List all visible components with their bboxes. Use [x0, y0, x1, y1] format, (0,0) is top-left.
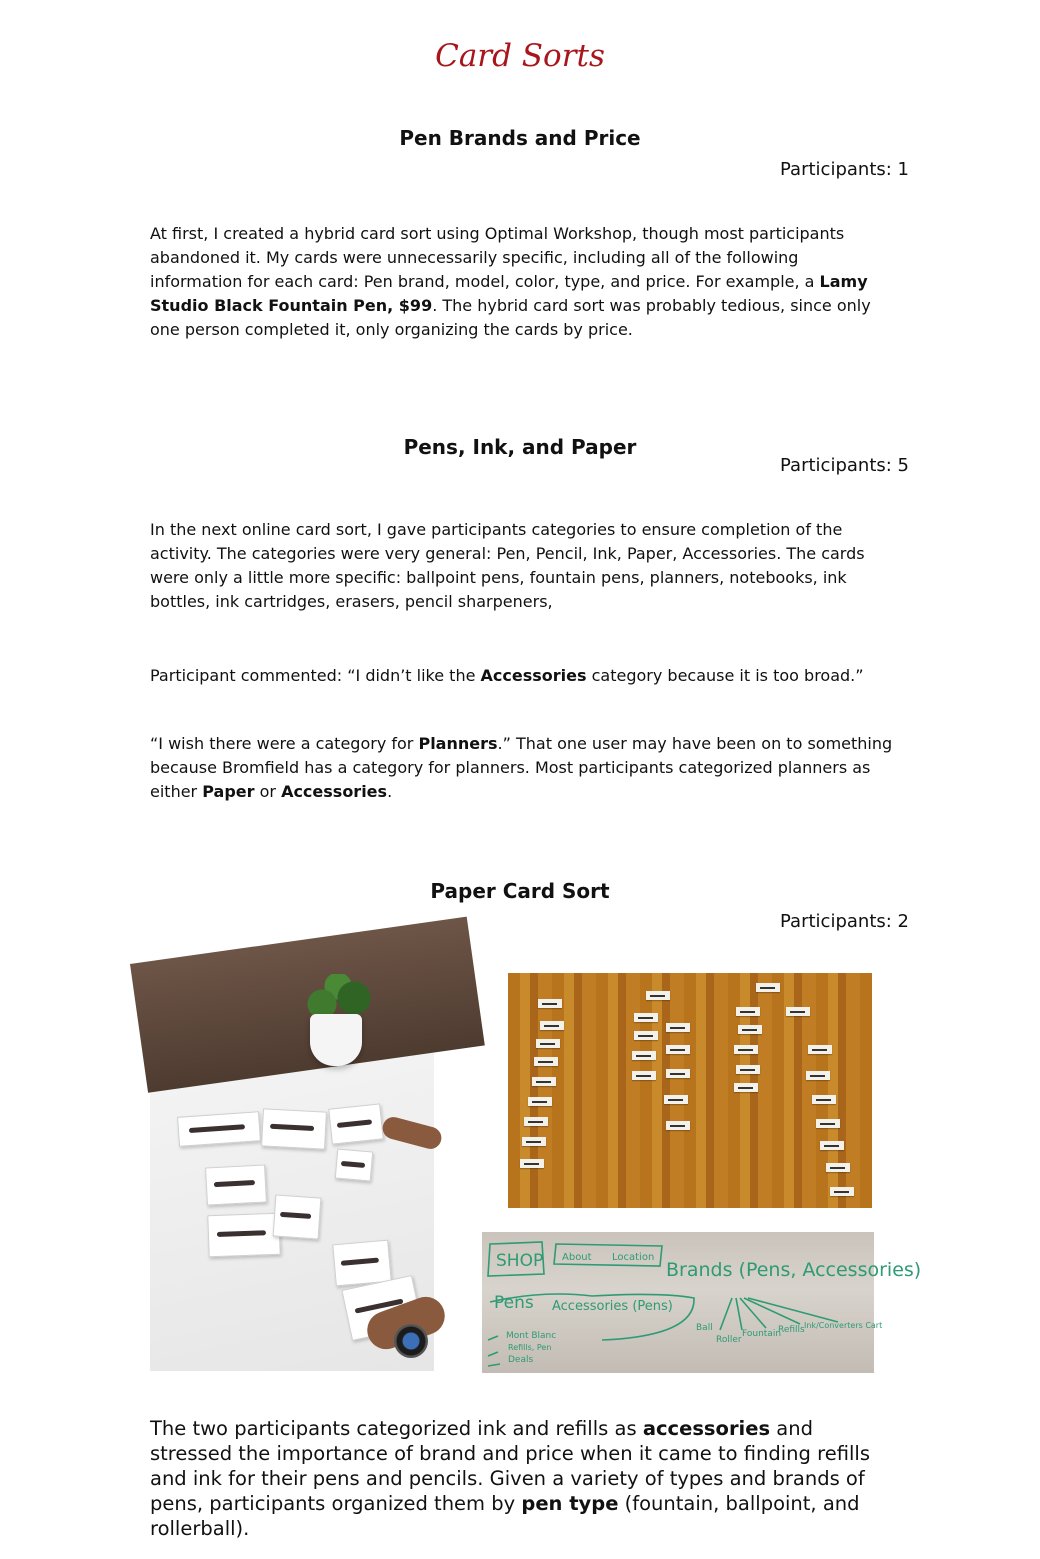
category-card	[786, 1007, 810, 1016]
bold-run: Planners	[418, 734, 498, 753]
text-run: .	[387, 782, 393, 801]
sort-card	[820, 1141, 844, 1150]
category-card	[756, 983, 780, 992]
hand	[380, 1115, 444, 1152]
whiteboard-bullet-1: Mont Blanc	[506, 1331, 557, 1341]
sort-card	[524, 1117, 548, 1126]
sort-card	[666, 1023, 690, 1032]
whiteboard-shop: SHOP	[496, 1251, 544, 1271]
marker-text	[494, 1251, 921, 1365]
sort-card	[332, 1240, 391, 1287]
bold-run: Paper	[202, 782, 255, 801]
text-run: .” That one user may have been on to something because Bromfield has a category for planners. Most participants categorized planners as either	[150, 734, 893, 801]
section-heading-pens-ink-paper: Pens, Ink, and Paper	[403, 435, 637, 459]
whiteboard-refills: Refills	[778, 1325, 805, 1335]
text-run: category because it is too broad.”	[586, 666, 864, 685]
whiteboard-accessories: Accessories (Pens)	[552, 1299, 673, 1314]
sort-card	[666, 1069, 690, 1078]
whiteboard-fountain: Fountain	[742, 1329, 782, 1339]
participants-count-2: Participants: 2	[780, 911, 909, 932]
sort-card	[634, 1031, 658, 1040]
whiteboard-pens: Pens	[494, 1293, 534, 1313]
whiteboard-bullet-3: Deals	[508, 1355, 534, 1365]
bullet-arrows	[488, 1336, 500, 1366]
sort-card	[520, 1159, 544, 1168]
text-run: (fountain, ballpoint, and rollerball).	[150, 1492, 860, 1540]
bold-run: Accessories	[281, 782, 388, 801]
sort-card	[736, 1007, 760, 1016]
sort-card	[816, 1119, 840, 1128]
whiteboard-ink: Ink/Converters Cart	[804, 1321, 883, 1330]
text-run: At first, I created a hybrid card sort using Optimal Workshop, though most participants abandoned it. My cards were unnecessarily specific, including all of the following information for each card: Pen brand, model, color, type, and price. For example, a	[150, 224, 845, 291]
text-run: or	[254, 782, 282, 801]
bold-run: Accessories	[480, 666, 587, 685]
sort-card	[666, 1121, 690, 1130]
sort-card	[261, 1108, 327, 1149]
sort-card	[540, 1021, 564, 1030]
whiteboard-about: About	[562, 1252, 592, 1263]
sort-card	[536, 1039, 560, 1048]
sort-card	[207, 1213, 280, 1257]
sort-card	[632, 1071, 656, 1080]
sort-card	[826, 1163, 850, 1172]
category-card	[646, 991, 670, 1000]
sort-card	[812, 1095, 836, 1104]
section-heading-paper-card-sort: Paper Card Sort	[430, 879, 610, 903]
text-run: and stressed the importance of brand and price when it came to finding refills and ink for their pens and pencils. Given a variety of types and brands of pens, participants organized them by	[150, 1417, 870, 1515]
sort-card	[177, 1111, 261, 1147]
sort-card	[335, 1148, 373, 1181]
participant-comment	[150, 664, 895, 688]
whiteboard-location: Location	[612, 1252, 655, 1263]
sort-card	[273, 1194, 322, 1239]
text-run: “I wish there were a category for	[150, 734, 419, 753]
sort-card	[734, 1083, 758, 1092]
participants-count-1: Participants: 1	[780, 159, 909, 180]
plant-pot	[310, 1014, 362, 1066]
section-2-paragraph: In the next online card sort, I gave participants categories to ensure completion of the activity. The categories were very general: Pen, Pencil, Ink, Paper, Accessories. The cards were only a little more specific: ballpoint pens, fountain pens, planners, notebooks, ink bottles, ink cartridges, erasers, pencil sharpeners,	[150, 520, 865, 611]
text-run: The two participants categorized ink and refills as	[150, 1417, 643, 1440]
sort-card	[806, 1071, 830, 1080]
whiteboard-roller: Roller	[716, 1335, 742, 1345]
sort-card	[736, 1065, 760, 1074]
sort-card	[205, 1164, 267, 1205]
bold-run: Lamy Studio Black Fountain Pen, $99	[150, 272, 868, 315]
planners-quote	[150, 732, 895, 804]
sort-card	[808, 1045, 832, 1054]
sort-card	[522, 1137, 546, 1146]
sort-card	[738, 1025, 762, 1034]
bold-run: accessories	[642, 1417, 771, 1440]
sort-card	[666, 1045, 690, 1054]
paper-card-sort-summary	[150, 1416, 890, 1541]
sort-card	[534, 1057, 558, 1066]
section-heading-pen-brands: Pen Brands and Price	[399, 126, 641, 150]
card-sort-table-photo	[150, 974, 434, 1371]
participants-count-5: Participants: 5	[780, 455, 909, 476]
page-title: Card Sorts	[435, 38, 605, 74]
whiteboard-brands: Brands (Pens, Accessories)	[666, 1259, 922, 1281]
whiteboard-bullet-2: Refills, Pen	[508, 1343, 552, 1352]
sort-card	[664, 1095, 688, 1104]
text-run: Participant commented: “I didn’t like the	[150, 666, 481, 685]
text-run: . The hybrid card sort was probably tedious, since only one person completed it, only organizing the cards by price.	[150, 296, 871, 339]
whiteboard-photo	[482, 1232, 922, 1373]
sort-card	[532, 1077, 556, 1086]
sort-card	[734, 1045, 758, 1054]
wrist-watch	[394, 1324, 428, 1358]
category-card	[538, 999, 562, 1008]
whiteboard-drawing	[482, 1232, 922, 1373]
bold-run: pen type	[521, 1492, 619, 1515]
card-sort-floor-photo	[508, 973, 872, 1208]
sort-card	[632, 1051, 656, 1060]
section-1-paragraph	[150, 222, 895, 342]
sort-card	[328, 1103, 383, 1144]
sort-card	[528, 1097, 552, 1106]
sort-card	[830, 1187, 854, 1196]
whiteboard-ball: Ball	[696, 1323, 713, 1333]
sort-card	[634, 1013, 658, 1022]
